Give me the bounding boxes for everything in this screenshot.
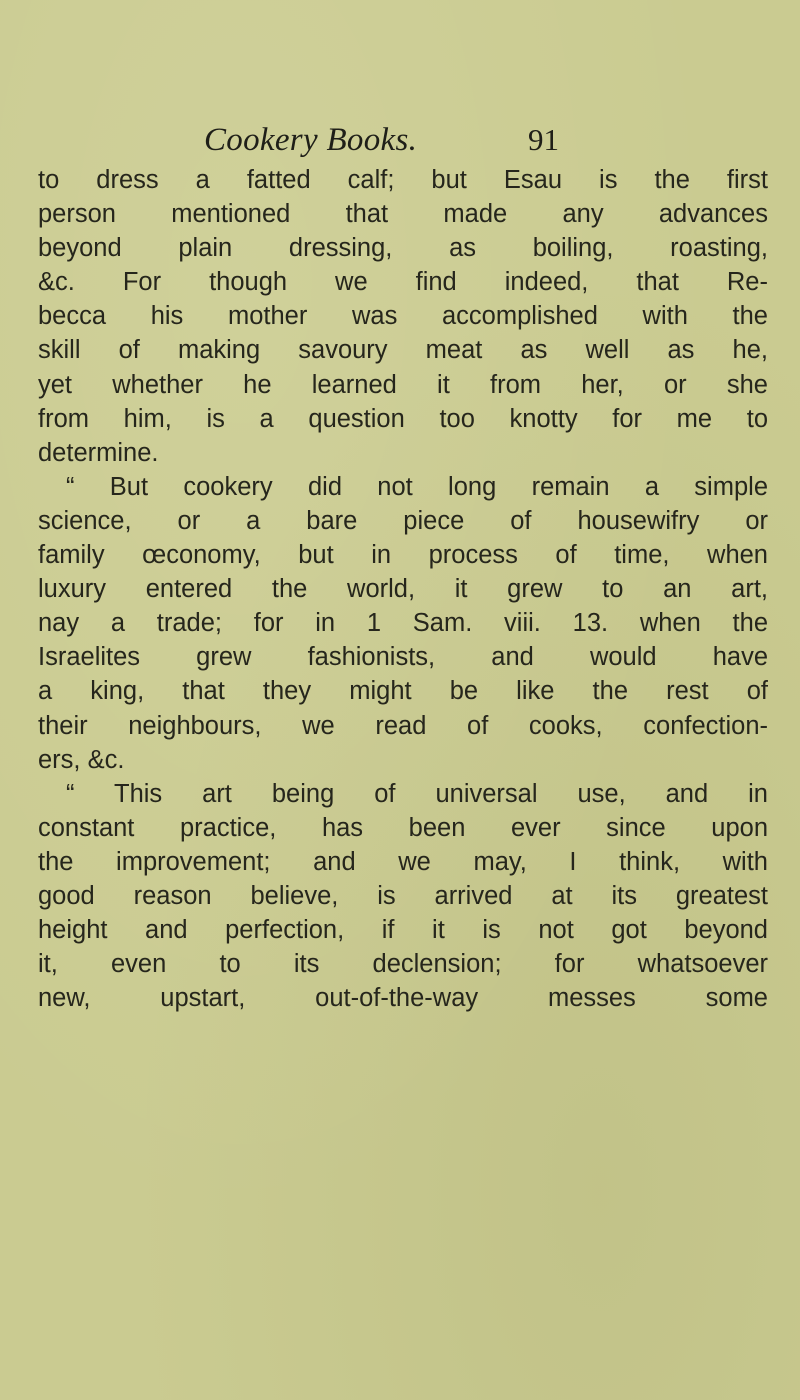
text-line: &c. For though we find indeed, that Re-: [38, 268, 768, 297]
text-line: person mentioned that made any advances: [38, 200, 768, 229]
text-line: science, or a bare piece of housewifry or: [38, 506, 768, 535]
page-number: 91: [528, 122, 559, 157]
text-line: Israelites grew fashionists, and would have: [38, 643, 768, 672]
text-line: their neighbours, we read of cooks, confection-: [38, 711, 768, 740]
text-line: it, even to its declension; for whatsoever: [38, 950, 768, 979]
text-line: good reason believe, is arrived at its greatest: [38, 881, 768, 910]
text-line: family œconomy, but in process of time, when: [38, 541, 768, 570]
text-line: nay a trade; for in 1 Sam. viii. 13. when the: [38, 609, 768, 638]
text-line: ers, &c.: [38, 745, 125, 774]
text-line: yet whether he learned it from her, or she: [38, 370, 768, 399]
text-line: a king, that they might be like the rest of: [38, 677, 768, 706]
text-line: luxury entered the world, it grew to an art,: [38, 575, 768, 604]
text-line: “ This art being of universal use, and in: [66, 779, 768, 808]
text-line: “ But cookery did not long remain a simple: [66, 472, 768, 501]
text-line: new, upstart, out-of-the-way messes some: [38, 984, 768, 1013]
text-line: the improvement; and we may, I think, with: [38, 847, 768, 876]
text-line: to dress a fatted calf; but Esau is the first: [38, 166, 768, 194]
text-line: height and perfection, if it is not got beyond: [38, 916, 768, 945]
text-line: constant practice, has been ever since upon: [38, 813, 768, 842]
text-line: determine.: [38, 438, 159, 467]
text-line: beyond plain dressing, as boiling, roasting,: [38, 234, 768, 263]
text-line: becca his mother was accomplished with the: [38, 302, 768, 331]
text-line: from him, is a question too knotty for me to: [38, 404, 768, 433]
running-head: [0, 120, 800, 166]
running-title: Cookery Books.: [204, 122, 418, 158]
text-line: skill of making savoury meat as well as he,: [38, 336, 768, 365]
body-text: [38, 163, 768, 1015]
